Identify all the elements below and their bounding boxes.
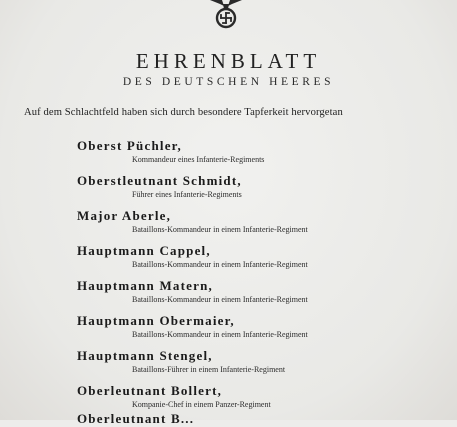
list-item [77,208,457,243]
list-item [77,138,457,173]
entry-name: Oberstleutnant Schmidt, [77,173,242,188]
page-subtitle: DES DEUTSCHEN HEERES [122,76,335,88]
list-item [77,313,457,348]
entry-description: Bataillons-Führer in einem Infanterie-Regiment [132,365,286,374]
entry-description: Kommandeur eines Infanterie-Regiments [132,155,265,164]
entry-name: Major Aberle, [77,208,172,223]
entry-name: Hauptmann Matern, [77,278,213,293]
entry-name: Hauptmann Obermaier, [77,313,235,328]
entry-description: Bataillons-Kommandeur in einem Infanterie-Regiment [132,295,308,304]
entry-description: Bataillons-Kommandeur in einem Infanterie-Regiment [132,225,308,234]
entry-name: Hauptmann Stengel, [77,348,213,363]
list-item [77,278,457,313]
entry-name: Oberst Püchler, [77,138,182,153]
entry-description: Führer eines Infanterie-Regiments [132,190,242,199]
page-title: EHRENBLATT [135,49,322,73]
list-item [77,243,457,278]
entry-name: Hauptmann Cappel, [77,243,211,258]
honor-list [77,138,457,418]
intro-text: Auf dem Schlachtfeld haben sich durch besondere Tapferkeit hervorgetan [24,107,343,118]
entry-description: Kompanie-Chef in einem Panzer-Regiment [132,400,271,409]
list-item [77,348,457,383]
list-item [77,173,457,208]
entry-description: Bataillons-Kommandeur in einem Infanterie-Regiment [132,330,308,339]
eagle-emblem-icon [206,0,246,30]
entry-description: Bataillons-Kommandeur in einem Infanterie-Regiment [132,260,308,269]
entry-name: Oberleutnant Bollert, [77,383,223,398]
cutoff-entry-name: Oberleutnant B... [77,411,195,426]
